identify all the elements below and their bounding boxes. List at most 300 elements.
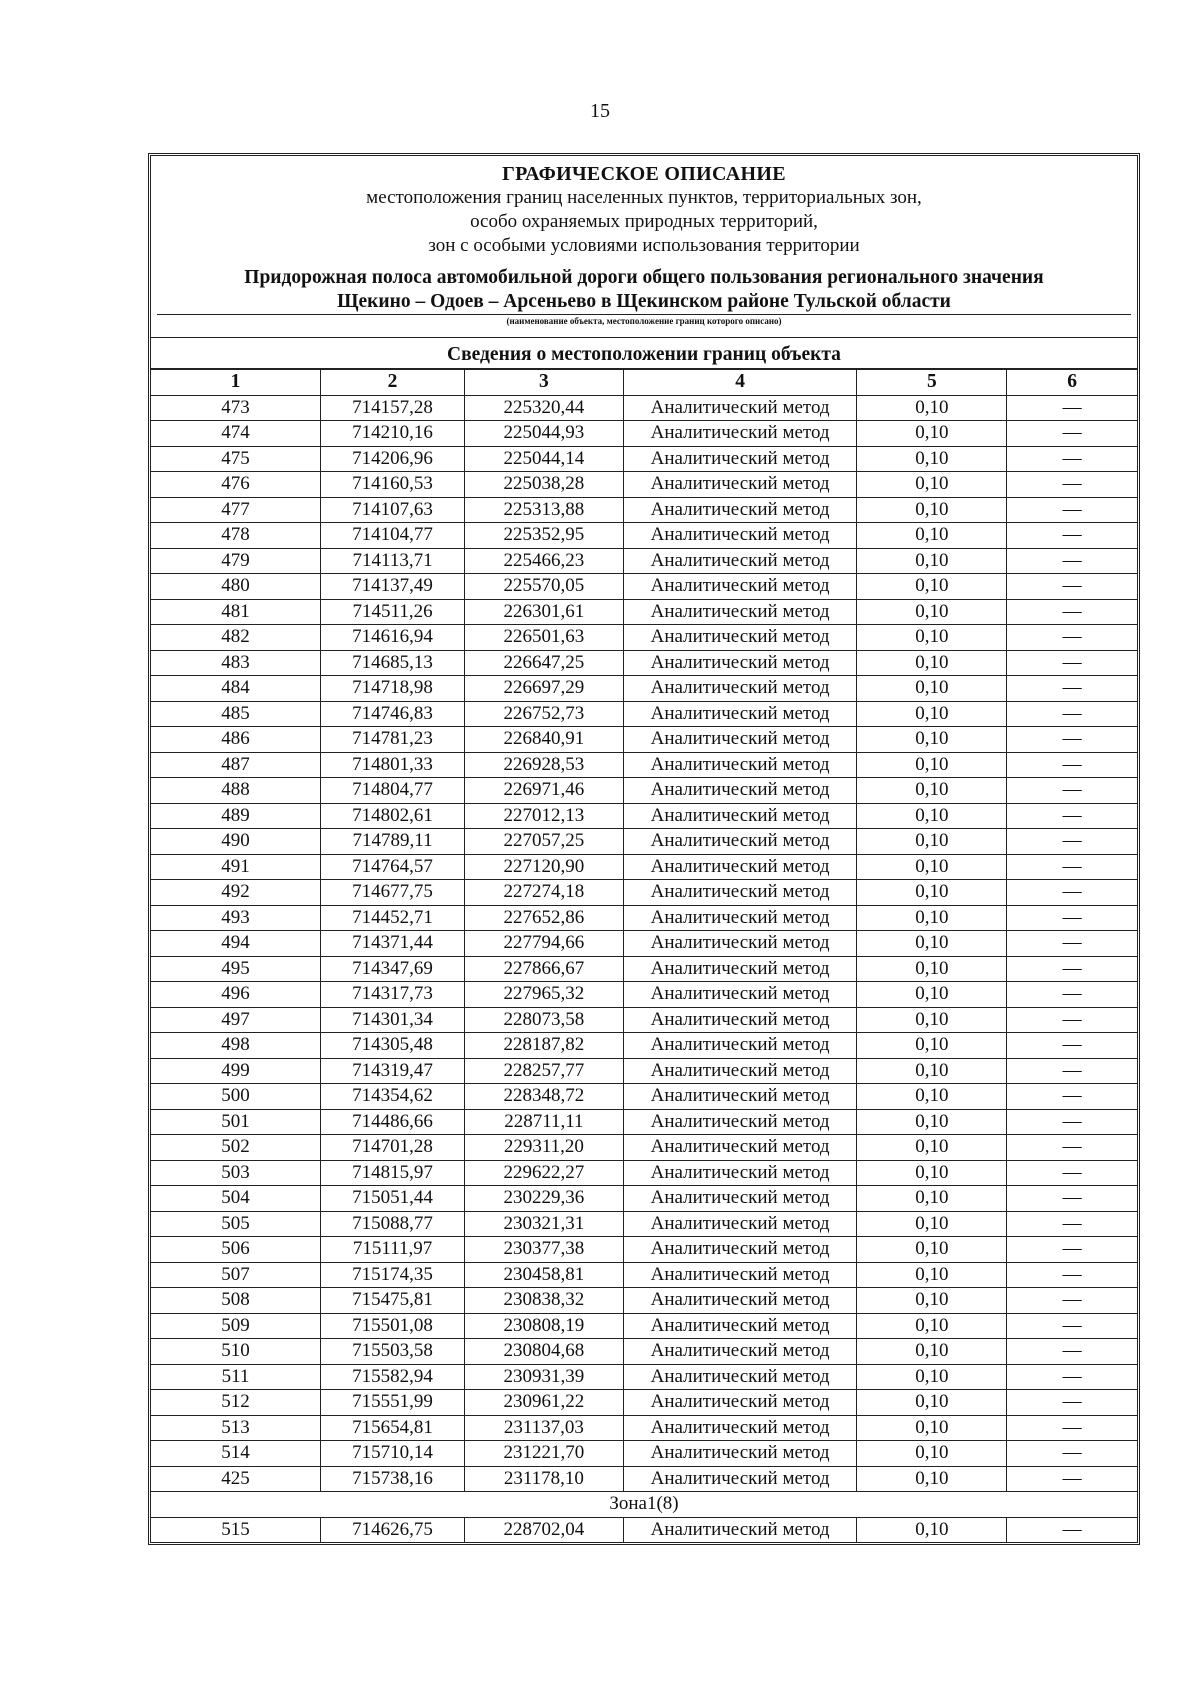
table-row	[151, 1160, 1137, 1186]
table-cell: Аналитический метод	[623, 1441, 857, 1467]
table-cell: 487	[151, 752, 321, 778]
table-cell: 714210,16	[321, 421, 465, 447]
table-cell: 227866,67	[465, 956, 624, 982]
table-cell: —	[1007, 625, 1137, 651]
table-cell: 714685,13	[321, 650, 465, 676]
table-cell: 0,10	[857, 1237, 1007, 1263]
table-cell: 714305,48	[321, 1033, 465, 1059]
table-cell: 0,10	[857, 1211, 1007, 1237]
table-cell: 0,10	[857, 395, 1007, 421]
table-cell: Аналитический метод	[623, 1390, 857, 1416]
table-cell: —	[1007, 956, 1137, 982]
table-cell: 714452,71	[321, 905, 465, 931]
table-cell: 511	[151, 1364, 321, 1390]
table-cell: 714746,83	[321, 701, 465, 727]
table-cell: —	[1007, 1364, 1137, 1390]
table-cell: Аналитический метод	[623, 1058, 857, 1084]
column-header: 1	[151, 370, 321, 396]
table-cell: —	[1007, 931, 1137, 957]
table-cell: 714781,23	[321, 727, 465, 753]
table-cell: —	[1007, 1288, 1137, 1314]
table-cell: 0,10	[857, 1415, 1007, 1441]
table-cell: 225320,44	[465, 395, 624, 421]
table-cell: 0,10	[857, 650, 1007, 676]
table-body	[151, 395, 1137, 1542]
table-cell: 227274,18	[465, 880, 624, 906]
table-cell: 480	[151, 574, 321, 600]
table-cell: 715111,97	[321, 1237, 465, 1263]
table-cell: Аналитический метод	[623, 803, 857, 829]
table-cell: Аналитический метод	[623, 1109, 857, 1135]
table-cell: 231221,70	[465, 1441, 624, 1467]
table-cell: 488	[151, 778, 321, 804]
table-cell: 231137,03	[465, 1415, 624, 1441]
table-cell: 477	[151, 497, 321, 523]
table-cell: Аналитический метод	[623, 421, 857, 447]
table-cell: 504	[151, 1186, 321, 1212]
table-row	[151, 1211, 1137, 1237]
table-cell: 0,10	[857, 1339, 1007, 1365]
table-cell: 497	[151, 1007, 321, 1033]
table-cell: 226752,73	[465, 701, 624, 727]
table-cell: 714107,63	[321, 497, 465, 523]
table-cell: 714701,28	[321, 1135, 465, 1161]
table-cell: 0,10	[857, 1288, 1007, 1314]
table-cell: 714802,61	[321, 803, 465, 829]
table-cell: —	[1007, 650, 1137, 676]
column-header: 4	[623, 370, 857, 396]
table-cell: 0,10	[857, 1390, 1007, 1416]
table-cell: 0,10	[857, 1109, 1007, 1135]
table-cell: 714804,77	[321, 778, 465, 804]
table-cell: Аналитический метод	[623, 1084, 857, 1110]
table-cell: —	[1007, 1058, 1137, 1084]
table-cell: —	[1007, 1313, 1137, 1339]
table-cell: 513	[151, 1415, 321, 1441]
table-cell: 714815,97	[321, 1160, 465, 1186]
zone-label: Зона1(8)	[151, 1492, 1137, 1518]
table-row	[151, 1288, 1137, 1314]
table-cell: Аналитический метод	[623, 1135, 857, 1161]
table-cell: 714789,11	[321, 829, 465, 855]
table-cell: Аналитический метод	[623, 625, 857, 651]
table-cell: 228711,11	[465, 1109, 624, 1135]
table-cell: —	[1007, 701, 1137, 727]
table-row	[151, 446, 1137, 472]
table-cell: —	[1007, 854, 1137, 880]
table-cell: —	[1007, 1339, 1137, 1365]
table-cell: 0,10	[857, 752, 1007, 778]
table-cell: 714511,26	[321, 599, 465, 625]
table-cell: 226840,91	[465, 727, 624, 753]
table-row	[151, 701, 1137, 727]
table-cell: —	[1007, 982, 1137, 1008]
table-cell: 715501,08	[321, 1313, 465, 1339]
table-cell: —	[1007, 1135, 1137, 1161]
table-cell: 479	[151, 548, 321, 574]
table-cell: 714677,75	[321, 880, 465, 906]
table-cell: Аналитический метод	[623, 1262, 857, 1288]
table-cell: 474	[151, 421, 321, 447]
table-cell: 225044,14	[465, 446, 624, 472]
table-cell: Аналитический метод	[623, 701, 857, 727]
table-cell: —	[1007, 727, 1137, 753]
table-cell: 506	[151, 1237, 321, 1263]
table-cell: 502	[151, 1135, 321, 1161]
table-cell: Аналитический метод	[623, 650, 857, 676]
table-cell: 226301,61	[465, 599, 624, 625]
table-cell: 714718,98	[321, 676, 465, 702]
table-cell: 227652,86	[465, 905, 624, 931]
table-cell: —	[1007, 574, 1137, 600]
table-cell: 714301,34	[321, 1007, 465, 1033]
table-cell: 226928,53	[465, 752, 624, 778]
table-cell: Аналитический метод	[623, 1313, 857, 1339]
table-cell: 714764,57	[321, 854, 465, 880]
table-cell: —	[1007, 1390, 1137, 1416]
table-cell: 0,10	[857, 1058, 1007, 1084]
table-row	[151, 472, 1137, 498]
table-cell: —	[1007, 1186, 1137, 1212]
table-row	[151, 956, 1137, 982]
table-cell: —	[1007, 1160, 1137, 1186]
table-cell: 0,10	[857, 1313, 1007, 1339]
table-row	[151, 1237, 1137, 1263]
table-cell: Аналитический метод	[623, 880, 857, 906]
table-row	[151, 752, 1137, 778]
table-cell: 714801,33	[321, 752, 465, 778]
object-name-line-2: Щекино – Одоев – Арсеньево в Щекинском районе Тульской области	[337, 291, 951, 312]
table-cell: 230838,32	[465, 1288, 624, 1314]
table-cell: 227012,13	[465, 803, 624, 829]
object-name-line-1: Придорожная полоса автомобильной дороги общего пользования регионального значения	[244, 267, 1044, 288]
table-cell: 225313,88	[465, 497, 624, 523]
table-cell: Аналитический метод	[623, 956, 857, 982]
table-cell: 226501,63	[465, 625, 624, 651]
table-cell: Аналитический метод	[623, 1007, 857, 1033]
table-cell: 512	[151, 1390, 321, 1416]
table-cell: 230808,19	[465, 1313, 624, 1339]
table-cell: 0,10	[857, 1160, 1007, 1186]
table-cell: 0,10	[857, 574, 1007, 600]
table-row	[151, 599, 1137, 625]
table-cell: 500	[151, 1084, 321, 1110]
table-cell: Аналитический метод	[623, 599, 857, 625]
table-row	[151, 1058, 1137, 1084]
table-header-row	[151, 370, 1137, 396]
table-cell: 225044,93	[465, 421, 624, 447]
table-row	[151, 497, 1137, 523]
table-row	[151, 1364, 1137, 1390]
table-cell: Аналитический метод	[623, 905, 857, 931]
table-cell: Аналитический метод	[623, 1415, 857, 1441]
table-cell: 715475,81	[321, 1288, 465, 1314]
table-cell: —	[1007, 1237, 1137, 1263]
table-cell: 498	[151, 1033, 321, 1059]
table-cell: 228187,82	[465, 1033, 624, 1059]
table-cell: 489	[151, 803, 321, 829]
table-cell: 493	[151, 905, 321, 931]
table-cell: 425	[151, 1466, 321, 1492]
table-cell: 0,10	[857, 880, 1007, 906]
table-cell: —	[1007, 778, 1137, 804]
subtitle-line-3: зон с особыми условиями использования территории	[428, 235, 860, 256]
table-cell: 0,10	[857, 727, 1007, 753]
table-row	[151, 625, 1137, 651]
table-cell: 228257,77	[465, 1058, 624, 1084]
table-cell: —	[1007, 752, 1137, 778]
table-row	[151, 1441, 1137, 1467]
table-cell: 227965,32	[465, 982, 624, 1008]
table-cell: 0,10	[857, 446, 1007, 472]
table-cell: 714347,69	[321, 956, 465, 982]
table-cell: 714486,66	[321, 1109, 465, 1135]
table-cell: Аналитический метод	[623, 497, 857, 523]
table-cell: 0,10	[857, 1084, 1007, 1110]
table-cell: Аналитический метод	[623, 829, 857, 855]
table-row	[151, 1135, 1137, 1161]
table-row	[151, 421, 1137, 447]
column-header: 2	[321, 370, 465, 396]
table-cell: 508	[151, 1288, 321, 1314]
table-cell: 0,10	[857, 1364, 1007, 1390]
table-cell: 473	[151, 395, 321, 421]
table-cell: Аналитический метод	[623, 854, 857, 880]
table-cell: 0,10	[857, 548, 1007, 574]
table-cell: 228702,04	[465, 1517, 624, 1542]
table-cell: Аналитический метод	[623, 1517, 857, 1542]
table-cell: 228073,58	[465, 1007, 624, 1033]
table-row	[151, 574, 1137, 600]
table-cell: 0,10	[857, 625, 1007, 651]
table-cell: 230961,22	[465, 1390, 624, 1416]
table-cell: Аналитический метод	[623, 1160, 857, 1186]
table-cell: —	[1007, 497, 1137, 523]
table-row	[151, 1517, 1137, 1542]
table-row	[151, 523, 1137, 549]
table-cell: 715582,94	[321, 1364, 465, 1390]
table-cell: Аналитический метод	[623, 778, 857, 804]
table-cell: Аналитический метод	[623, 1033, 857, 1059]
table-cell: 496	[151, 982, 321, 1008]
table-cell: 510	[151, 1339, 321, 1365]
table-row	[151, 829, 1137, 855]
table-cell: —	[1007, 1033, 1137, 1059]
table-cell: —	[1007, 1262, 1137, 1288]
table-cell: 226697,29	[465, 676, 624, 702]
table-cell: Аналитический метод	[623, 395, 857, 421]
table-cell: 715551,99	[321, 1390, 465, 1416]
table-cell: 0,10	[857, 1466, 1007, 1492]
table-cell: —	[1007, 829, 1137, 855]
table-row	[151, 1084, 1137, 1110]
table-cell: Аналитический метод	[623, 1237, 857, 1263]
table-cell: 0,10	[857, 1033, 1007, 1059]
object-caption: (наименование объекта, местоположение границ которого описано)	[506, 316, 782, 326]
table-row	[151, 1109, 1137, 1135]
table-cell: 515	[151, 1517, 321, 1542]
table-cell: 514	[151, 1441, 321, 1467]
coordinates-table	[151, 369, 1137, 1542]
table-cell: 231178,10	[465, 1466, 624, 1492]
document-header	[151, 156, 1137, 327]
table-cell: 490	[151, 829, 321, 855]
table-cell: 503	[151, 1160, 321, 1186]
table-cell: 229622,27	[465, 1160, 624, 1186]
table-row	[151, 854, 1137, 880]
table-cell: —	[1007, 1109, 1137, 1135]
table-cell: 225570,05	[465, 574, 624, 600]
table-cell: 0,10	[857, 829, 1007, 855]
table-row	[151, 395, 1137, 421]
table-cell: Аналитический метод	[623, 727, 857, 753]
table-cell: —	[1007, 472, 1137, 498]
table-cell: 0,10	[857, 854, 1007, 880]
table-cell: 714616,94	[321, 625, 465, 651]
table-row	[151, 803, 1137, 829]
column-header: 6	[1007, 370, 1137, 396]
table-cell: 486	[151, 727, 321, 753]
table-cell: 483	[151, 650, 321, 676]
table-cell: —	[1007, 1466, 1137, 1492]
subtitle-line-1: местоположения границ населенных пунктов, территориальных зон,	[366, 187, 922, 208]
table-row	[151, 1466, 1137, 1492]
table-cell: —	[1007, 421, 1137, 447]
table-cell: 714319,47	[321, 1058, 465, 1084]
table-cell: Аналитический метод	[623, 1211, 857, 1237]
section-title: Сведения о местоположении границ объекта	[151, 337, 1137, 369]
table-cell: 230804,68	[465, 1339, 624, 1365]
table-cell: —	[1007, 446, 1137, 472]
subtitle-line-2: особо охраняемых природных территорий,	[470, 211, 818, 232]
table-row	[151, 1033, 1137, 1059]
table-cell: Аналитический метод	[623, 1466, 857, 1492]
table-row	[151, 982, 1137, 1008]
table-cell: 715738,16	[321, 1466, 465, 1492]
column-header: 5	[857, 370, 1007, 396]
table-cell: —	[1007, 803, 1137, 829]
zone-row	[151, 1492, 1137, 1518]
table-cell: 230321,31	[465, 1211, 624, 1237]
table-row	[151, 1415, 1137, 1441]
table-cell: 230458,81	[465, 1262, 624, 1288]
table-cell: 0,10	[857, 1186, 1007, 1212]
table-cell: 491	[151, 854, 321, 880]
table-cell: 714371,44	[321, 931, 465, 957]
table-cell: —	[1007, 905, 1137, 931]
table-cell: 0,10	[857, 931, 1007, 957]
table-row	[151, 1186, 1137, 1212]
table-cell: 482	[151, 625, 321, 651]
table-cell: 492	[151, 880, 321, 906]
table-cell: 714354,62	[321, 1084, 465, 1110]
table-cell: 230931,39	[465, 1364, 624, 1390]
table-cell: 714104,77	[321, 523, 465, 549]
table-cell: 715710,14	[321, 1441, 465, 1467]
table-cell: 0,10	[857, 1441, 1007, 1467]
table-cell: Аналитический метод	[623, 1364, 857, 1390]
table-cell: 227794,66	[465, 931, 624, 957]
table-cell: 0,10	[857, 599, 1007, 625]
table-cell: 225466,23	[465, 548, 624, 574]
table-cell: Аналитический метод	[623, 472, 857, 498]
table-cell: 0,10	[857, 778, 1007, 804]
table-cell: 0,10	[857, 676, 1007, 702]
table-cell: —	[1007, 1441, 1137, 1467]
table-cell: Аналитический метод	[623, 931, 857, 957]
table-cell: 0,10	[857, 956, 1007, 982]
table-cell: —	[1007, 1517, 1137, 1542]
table-row	[151, 905, 1137, 931]
table-cell: 484	[151, 676, 321, 702]
table-cell: —	[1007, 1084, 1137, 1110]
table-cell: 715503,58	[321, 1339, 465, 1365]
table-row	[151, 1007, 1137, 1033]
table-row	[151, 880, 1137, 906]
table-cell: 501	[151, 1109, 321, 1135]
table-cell: 714626,75	[321, 1517, 465, 1542]
table-cell: 478	[151, 523, 321, 549]
table-cell: 499	[151, 1058, 321, 1084]
table-cell: 714317,73	[321, 982, 465, 1008]
table-cell: Аналитический метод	[623, 676, 857, 702]
table-cell: 475	[151, 446, 321, 472]
table-cell: 476	[151, 472, 321, 498]
table-row	[151, 548, 1137, 574]
table-row	[151, 727, 1137, 753]
table-cell: —	[1007, 599, 1137, 625]
table-cell: 0,10	[857, 701, 1007, 727]
table-cell: Аналитический метод	[623, 574, 857, 600]
document-frame	[148, 153, 1140, 1545]
table-cell: 0,10	[857, 1007, 1007, 1033]
table-cell: 227057,25	[465, 829, 624, 855]
table-cell: 715174,35	[321, 1262, 465, 1288]
table-cell: 507	[151, 1262, 321, 1288]
table-row	[151, 931, 1137, 957]
table-cell: 0,10	[857, 472, 1007, 498]
table-cell: 0,10	[857, 497, 1007, 523]
table-cell: Аналитический метод	[623, 752, 857, 778]
table-cell: 230229,36	[465, 1186, 624, 1212]
table-cell: 481	[151, 599, 321, 625]
table-cell: 226647,25	[465, 650, 624, 676]
table-cell: —	[1007, 548, 1137, 574]
table-cell: 714137,49	[321, 574, 465, 600]
column-header: 3	[465, 370, 624, 396]
table-cell: —	[1007, 1415, 1137, 1441]
table-cell: 225352,95	[465, 523, 624, 549]
table-cell: Аналитический метод	[623, 446, 857, 472]
table-cell: 0,10	[857, 982, 1007, 1008]
document-title: ГРАФИЧЕСКОЕ ОПИСАНИЕ	[502, 163, 786, 185]
table-cell: 0,10	[857, 1262, 1007, 1288]
table-cell: 714206,96	[321, 446, 465, 472]
table-cell: 228348,72	[465, 1084, 624, 1110]
table-cell: 714160,53	[321, 472, 465, 498]
table-cell: —	[1007, 395, 1137, 421]
table-cell: 0,10	[857, 523, 1007, 549]
page-number: 15	[590, 100, 610, 122]
table-cell: 715088,77	[321, 1211, 465, 1237]
table-row	[151, 1339, 1137, 1365]
table-row	[151, 1313, 1137, 1339]
table-cell: 0,10	[857, 905, 1007, 931]
table-cell: 226971,46	[465, 778, 624, 804]
table-cell: 715051,44	[321, 1186, 465, 1212]
table-cell: 230377,38	[465, 1237, 624, 1263]
table-row	[151, 676, 1137, 702]
